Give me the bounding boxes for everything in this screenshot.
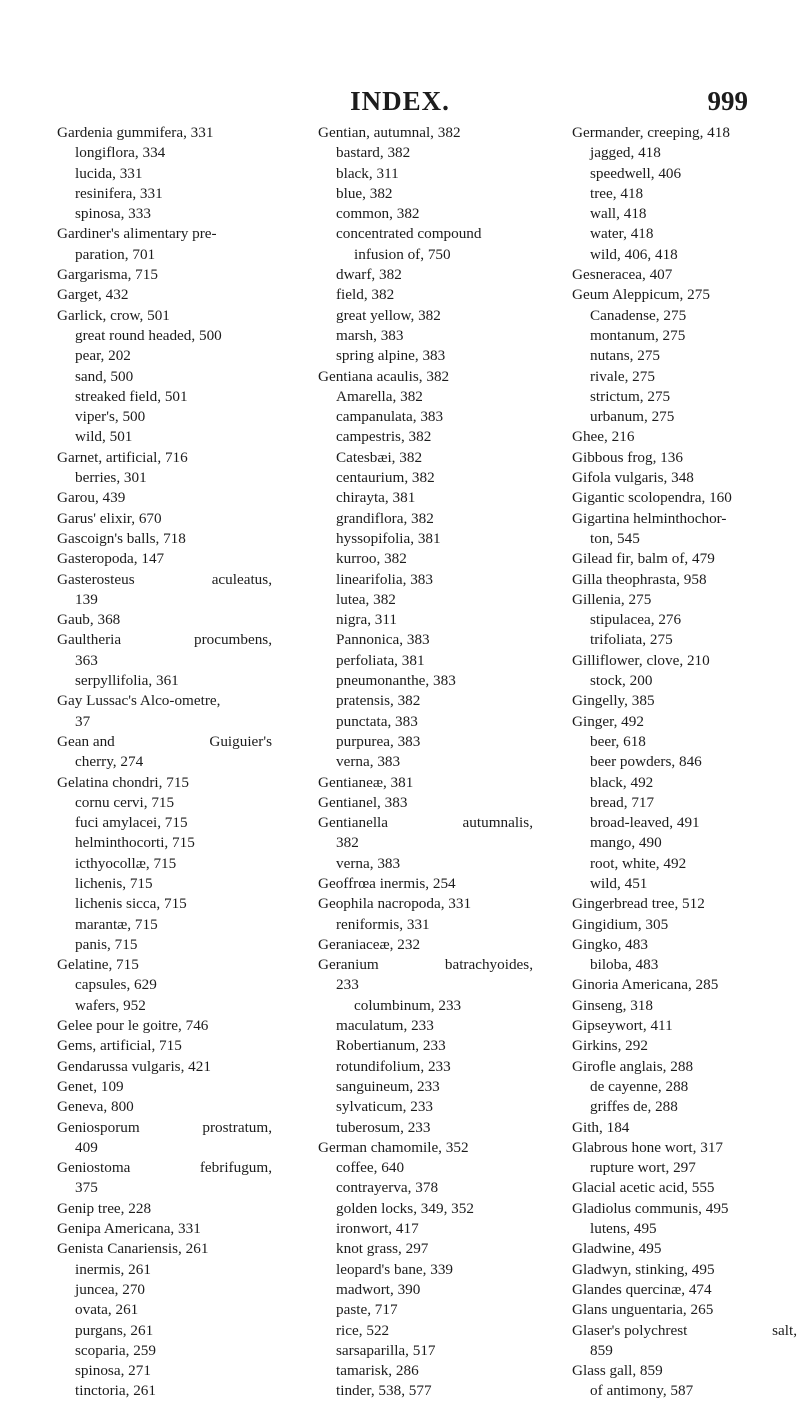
- index-subentry: perfoliata, 381: [336, 651, 425, 669]
- index-entry: Genipa Americana, 331: [57, 1220, 201, 1238]
- index-subentry: knot grass, 297: [336, 1240, 429, 1258]
- index-entry-head: Glaser's polychrest: [572, 1321, 688, 1339]
- index-entry-tail: febrifugum,: [199, 1159, 272, 1177]
- index-subentry: verna, 383: [336, 854, 401, 872]
- index-subentry: tamarisk, 286: [336, 1362, 419, 1380]
- index-subentry: rotundifolium, 233: [336, 1057, 451, 1075]
- index-subentry: viper's, 500: [75, 408, 146, 426]
- index-subentry: lichenis sicca, 715: [75, 895, 187, 913]
- index-entry: Gelatine, 715: [57, 956, 139, 974]
- index-entry: Gentian, autumnal, 382: [318, 124, 461, 141]
- index-subentry: tinctoria, 261: [75, 1382, 156, 1400]
- index-subentry: tinder, 538, 577: [336, 1382, 432, 1400]
- index-entry: Geum Aleppicum, 275: [572, 286, 710, 304]
- index-subentry: lichenis, 715: [75, 874, 153, 892]
- index-subentry: spring alpine, 383: [336, 347, 446, 365]
- index-subentry: helminthocorti, 715: [75, 834, 195, 852]
- index-subentry: of antimony, 587: [590, 1382, 694, 1400]
- index-entry: Girkins, 292: [572, 1037, 648, 1055]
- index-entry: Ginger, 492: [572, 712, 644, 730]
- index-subentry: verna, 383: [336, 753, 401, 771]
- page-title: INDEX.: [350, 86, 450, 116]
- index-entry: Gladwine, 495: [572, 1240, 662, 1258]
- index-entry: Gipseywort, 411: [572, 1017, 673, 1035]
- index-entry: Gardiner's alimentary pre-: [57, 225, 217, 243]
- index-subentry: sanguineum, 233: [336, 1077, 440, 1095]
- index-entry: Gigartina helminthochor-: [572, 509, 727, 527]
- index-subentry: golden locks, 349, 352: [336, 1199, 474, 1217]
- index-entry-head: Gean and: [57, 732, 115, 750]
- index-subentry: great round headed, 500: [75, 326, 222, 344]
- index-entry: Glacial acetic acid, 555: [572, 1179, 715, 1197]
- index-entry: Gifola vulgaris, 348: [572, 469, 694, 487]
- index-subentry: nutans, 275: [590, 347, 661, 365]
- index-subentry: punctata, 383: [336, 712, 418, 730]
- index-entry: Gendarussa vulgaris, 421: [57, 1057, 211, 1075]
- index-subentry: 409: [75, 1138, 98, 1156]
- index-entry: Geneva, 800: [57, 1098, 134, 1116]
- index-subentry: tuberosum, 233: [336, 1118, 431, 1136]
- index-entry: Glass gall, 859: [572, 1362, 663, 1380]
- index-column-2: [318, 123, 533, 1402]
- index-subentry: maculatum, 233: [336, 1017, 434, 1035]
- index-entry: Gardenia gummifera, 331: [57, 124, 214, 141]
- index-subentry: mango, 490: [590, 834, 662, 852]
- index-subentry: columbinum, 233: [354, 996, 462, 1014]
- index-subentry: chirayta, 381: [336, 489, 416, 507]
- index-subentry: 139: [75, 590, 98, 608]
- index-subentry: 233: [336, 976, 359, 994]
- index-entry: Garnet, artificial, 716: [57, 448, 188, 466]
- index-subentry: ironwort, 417: [336, 1220, 419, 1238]
- index-subentry: Robertianum, 233: [336, 1037, 446, 1055]
- index-entry: [57, 732, 272, 752]
- index-entry: Gilla theophrasta, 958: [572, 570, 707, 588]
- index-subentry: spinosa, 271: [75, 1362, 151, 1380]
- index-subentry: de cayenne, 288: [590, 1077, 689, 1095]
- index-entry: Geoffrœa inermis, 254: [318, 874, 456, 892]
- index-entry-tail: salt,: [772, 1321, 797, 1339]
- index-entry: Gingelly, 385: [572, 692, 655, 710]
- index-subentry: 37: [75, 712, 91, 730]
- index-entry: Geraniaceæ, 232: [318, 935, 421, 953]
- index-subentry: contrayerva, 378: [336, 1179, 439, 1197]
- index-entry: [57, 570, 272, 590]
- index-entry-tail: procumbens,: [193, 631, 272, 649]
- index-subentry: pneumonanthe, 383: [336, 672, 456, 690]
- index-subentry: wild, 406, 418: [590, 245, 678, 263]
- index-subentry: resinifera, 331: [75, 184, 163, 202]
- index-entry: Gascoign's balls, 718: [57, 529, 186, 547]
- index-subentry: beer, 618: [590, 732, 646, 750]
- index-subentry: Amarella, 382: [336, 387, 423, 405]
- index-entry: [572, 1321, 797, 1341]
- index-entry: Gentiana acaulis, 382: [318, 367, 450, 385]
- index-entry: Gelatina chondri, 715: [57, 773, 190, 791]
- index-entry: Gargarisma, 715: [57, 266, 158, 284]
- index-subentry: common, 382: [336, 205, 420, 223]
- index-subentry: paste, 717: [336, 1301, 398, 1319]
- index-entry: Geophila nacropoda, 331: [318, 895, 472, 913]
- index-subentry: stock, 200: [590, 672, 653, 690]
- index-subentry: beer powders, 846: [590, 753, 702, 771]
- index-entry-head: Geranium: [318, 956, 379, 974]
- index-subentry: pear, 202: [75, 347, 131, 365]
- index-subentry: field, 382: [336, 286, 395, 304]
- index-subentry: madwort, 390: [336, 1280, 421, 1298]
- index-subentry: scoparia, 259: [75, 1341, 156, 1359]
- index-subentry: tree, 418: [590, 184, 644, 202]
- index-subentry: wild, 451: [590, 874, 648, 892]
- index-subentry: marsh, 383: [336, 326, 404, 344]
- index-entry: Genet, 109: [57, 1077, 124, 1095]
- index-subentry: montanum, 275: [590, 326, 686, 344]
- index-subentry: water, 418: [590, 225, 654, 243]
- index-subentry: Pannonica, 383: [336, 631, 430, 649]
- index-subentry: hyssopifolia, 381: [336, 529, 441, 547]
- index-entry: Gingko, 483: [572, 935, 648, 953]
- index-entry: Garus' elixir, 670: [57, 509, 162, 527]
- index-entry: Gilliflower, clove, 210: [572, 651, 710, 669]
- index-entry: Gibbous frog, 136: [572, 448, 683, 466]
- index-entry: Gingerbread tree, 512: [572, 895, 705, 913]
- index-subentry: 363: [75, 651, 98, 669]
- index-subentry: jagged, 418: [590, 144, 661, 162]
- index-entry: Garlick, crow, 501: [57, 306, 170, 324]
- index-subentry: griffes de, 288: [590, 1098, 678, 1116]
- index-subentry: berries, 301: [75, 469, 147, 487]
- index-entry: Gentianel, 383: [318, 793, 408, 811]
- index-subentry: sand, 500: [75, 367, 134, 385]
- index-entry: Gelee pour le goitre, 746: [57, 1017, 209, 1035]
- index-subentry: blue, 382: [336, 184, 393, 202]
- index-entry: Gigantic scolopendra, 160: [572, 489, 732, 507]
- index-subentry: 382: [336, 834, 359, 852]
- index-entry-tail: prostratum,: [202, 1118, 272, 1136]
- index-entry-head: Gasterosteus: [57, 570, 135, 588]
- index-entry: Genip tree, 228: [57, 1199, 152, 1217]
- index-subentry: strictum, 275: [590, 387, 671, 405]
- index-entry: Glabrous hone wort, 317: [572, 1138, 724, 1156]
- index-subentry: inermis, 261: [75, 1260, 151, 1278]
- index-subentry: black, 311: [336, 164, 399, 182]
- index-subentry: broad-leaved, 491: [590, 814, 700, 832]
- index-subentry: grandiflora, 382: [336, 509, 434, 527]
- index-subentry: capsules, 629: [75, 976, 157, 994]
- index-entry: Ginoria Americana, 285: [572, 976, 719, 994]
- index-subentry: campanulata, 383: [336, 408, 444, 426]
- index-subentry: icthyocollæ, 715: [75, 854, 177, 872]
- index-entry-tail: Guiguier's: [209, 732, 272, 750]
- index-column-3: [572, 123, 797, 1402]
- index-entry: Garou, 439: [57, 489, 126, 507]
- index-subentry: campestris, 382: [336, 428, 432, 446]
- index-subentry: biloba, 483: [590, 956, 659, 974]
- index-column-1: [57, 123, 272, 1402]
- index-entry: Gesneracea, 407: [572, 266, 673, 284]
- index-subentry: bastard, 382: [336, 144, 411, 162]
- index-subentry: panis, 715: [75, 935, 138, 953]
- index-entry: Ginseng, 318: [572, 996, 653, 1014]
- index-entry: Ghee, 216: [572, 428, 635, 446]
- index-entry-tail: autumnalis,: [462, 814, 533, 832]
- index-entry: Germander, creeping, 418: [572, 124, 730, 141]
- index-entry-head: Gaultheria: [57, 631, 122, 649]
- index-subentry: 859: [590, 1341, 613, 1359]
- index-subentry: Catesbæi, 382: [336, 448, 423, 466]
- index-entry-head: Geniosporum: [57, 1118, 140, 1136]
- index-subentry: streaked field, 501: [75, 387, 188, 405]
- index-entry: Gingidium, 305: [572, 915, 669, 933]
- index-subentry: juncea, 270: [75, 1280, 146, 1298]
- index-entry: Gith, 184: [572, 1118, 630, 1136]
- index-subentry: wafers, 952: [75, 996, 146, 1014]
- index-subentry: cornu cervi, 715: [75, 793, 175, 811]
- index-subentry: dwarf, 382: [336, 266, 402, 284]
- index-subentry: ton, 545: [590, 529, 640, 547]
- index-subentry: paration, 701: [75, 245, 156, 263]
- index-entry: [318, 813, 533, 833]
- index-entry-tail: batrachyoides,: [444, 956, 533, 974]
- index-subentry: pratensis, 382: [336, 692, 421, 710]
- index-subentry: wall, 418: [590, 205, 647, 223]
- index-entry: Gladwyn, stinking, 495: [572, 1260, 715, 1278]
- index-entry: [57, 630, 272, 650]
- index-subentry: longiflora, 334: [75, 144, 166, 162]
- index-subentry: reniformis, 331: [336, 915, 430, 933]
- index-subentry: great yellow, 382: [336, 306, 441, 324]
- index-subentry: bread, 717: [590, 793, 655, 811]
- index-subentry: ovata, 261: [75, 1301, 139, 1319]
- index-subentry: urbanum, 275: [590, 408, 675, 426]
- index-entry-head: Geniostoma: [57, 1159, 131, 1177]
- index-subentry: speedwell, 406: [590, 164, 682, 182]
- index-subentry: concentrated compound: [336, 225, 482, 243]
- index-entry: Gillenia, 275: [572, 590, 652, 608]
- index-entry: [57, 1118, 272, 1138]
- index-subentry: 375: [75, 1179, 98, 1197]
- index-entry: Gems, artificial, 715: [57, 1037, 182, 1055]
- index-subentry: leopard's bane, 339: [336, 1260, 454, 1278]
- index-subentry: cherry, 274: [75, 753, 144, 771]
- index-subentry: marantæ, 715: [75, 915, 158, 933]
- index-subentry: Canadense, 275: [590, 306, 687, 324]
- index-entry-head: Gentianella: [318, 814, 388, 832]
- index-entry: Gay Lussac's Alco-ometre,: [57, 692, 221, 710]
- index-subentry: lutens, 495: [590, 1220, 657, 1238]
- index-subentry: coffee, 640: [336, 1159, 405, 1177]
- index-subentry: rivale, 275: [590, 367, 655, 385]
- index-entry: Gentianeæ, 381: [318, 773, 414, 791]
- index-entry-tail: aculeatus,: [211, 570, 272, 588]
- index-entry: German chamomile, 352: [318, 1138, 469, 1156]
- index-subentry: rupture wort, 297: [590, 1159, 696, 1177]
- index-subentry: rice, 522: [336, 1321, 390, 1339]
- index-subentry: kurroo, 382: [336, 550, 407, 568]
- index-subentry: wild, 501: [75, 428, 133, 446]
- index-entry: [318, 955, 533, 975]
- index-subentry: stipulacea, 276: [590, 611, 682, 629]
- index-subentry: nigra, 311: [336, 611, 398, 629]
- index-entry: Glandes quercinæ, 474: [572, 1280, 712, 1298]
- index-subentry: centaurium, 382: [336, 469, 435, 487]
- index-subentry: lucida, 331: [75, 164, 143, 182]
- index-entry: Genista Canariensis, 261: [57, 1240, 209, 1258]
- page-number: 999: [707, 86, 748, 116]
- index-subentry: sarsaparilla, 517: [336, 1341, 436, 1359]
- index-subentry: purpurea, 383: [336, 732, 421, 750]
- index-subentry: purgans, 261: [75, 1321, 154, 1339]
- index-subentry: root, white, 492: [590, 854, 687, 872]
- index-subentry: black, 492: [590, 773, 654, 791]
- index-subentry: lutea, 382: [336, 590, 396, 608]
- index-entry: Garget, 432: [57, 286, 129, 304]
- index-entry: [57, 1158, 272, 1178]
- index-subentry: infusion of, 750: [354, 245, 451, 263]
- index-subentry: spinosa, 333: [75, 205, 151, 223]
- index-subentry: serpyllifolia, 361: [75, 672, 179, 690]
- index-entry: Gilead fir, balm of, 479: [572, 550, 715, 568]
- index-entry: Gasteropoda, 147: [57, 550, 165, 568]
- index-entry: Gladiolus communis, 495: [572, 1199, 729, 1217]
- index-entry: Glans unguentaria, 265: [572, 1301, 714, 1319]
- index-subentry: sylvaticum, 233: [336, 1098, 434, 1116]
- index-subentry: trifoliata, 275: [590, 631, 673, 649]
- index-subentry: fuci amylacei, 715: [75, 814, 188, 832]
- index-entry: Girofle anglais, 288: [572, 1057, 694, 1075]
- index-entry: Gaub, 368: [57, 611, 121, 629]
- index-subentry: linearifolia, 383: [336, 570, 433, 588]
